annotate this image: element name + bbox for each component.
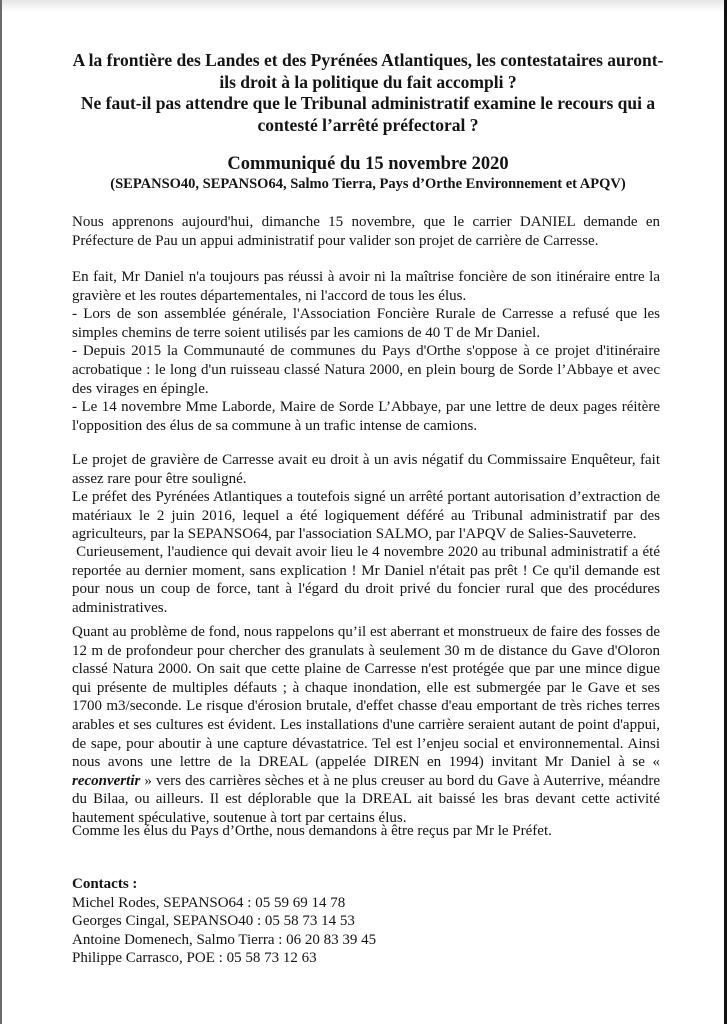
organizations-list: (SEPANSO40, SEPANSO64, Salmo Tierra, Pays d’Orthe Environnement et APQV) — [110, 176, 626, 192]
communique-date-heading: Communiqué du 15 novembre 2020 — [227, 154, 509, 174]
contact-entry: Antoine Domenech, Salmo Tierra : 06 20 83 39 45 — [72, 931, 377, 948]
paragraph-announcement — [72, 213, 660, 250]
paragraph-prefectoral-decree — [72, 451, 660, 544]
paragraph-text: Curieusement, l'audience qui devait avoir lieu le 4 novembre 2020 au tribunal administratif a été reportée au dernier moment, sans explication ! Mr Daniel n'était pas prêt ! Ce qu'il demande est pour nous un coup de force, tant à l'égard du droit privé du foncier rural que des procédures administratives. — [72, 544, 664, 616]
paragraph-environmental-risk — [72, 623, 660, 828]
contacts-section — [72, 875, 376, 968]
paragraph-text-part: » vers des carrières sèches et à ne plus creuser au bord du Gave à Auterrive, méandre du Bilaa, ou ailleurs. Il est déplorable que la DREAL ait baissé les bras devant cette activité hautement spéculative, soutenue à tort par certains élus. — [72, 772, 660, 826]
title-line: Ne faut-il pas attendre que le Tribunal administratif examine le recours qui a — [80, 93, 656, 113]
paragraph-text: Comme les élus du Pays d’Orthe, nous demandons à être reçus par Mr le Préfet. — [72, 823, 552, 839]
paragraph-request-meeting — [72, 822, 660, 841]
bullet-item: - Depuis 2015 la Communauté de communes du Pays d'Orthe s'oppose à ce projet d'itinéraire acrobatique : le long d'un ruisseau classé Natura 2000, en plein bourg de Sorde l’Abbaye et avec des virages en épingle. — [72, 343, 660, 397]
bullet-item: - Le 14 novembre Mme Laborde, Maire de Sorde L’Abbaye, par une lettre de deux pages réitère l'opposition des élus de sa commune à un trafic intense de camions. — [72, 399, 660, 434]
paragraph-text — [72, 623, 660, 828]
bullet-item: - Lors de son assemblée générale, l'Association Foncière Rurale de Carresse a refusé que les simples chemins de terre soient utilisés par les camions de 40 T de Mr Daniel. — [72, 306, 660, 341]
page-top-shadow — [2, 0, 724, 12]
paragraph-text: Nous apprenons aujourd'hui, dimanche 15 novembre, que le carrier DANIEL demande en Préfecture de Pau un appui administratif pour valider son projet de carrière de Carresse. — [72, 214, 660, 249]
paragraph-land-access — [72, 268, 660, 435]
contacts-heading: Contacts : — [72, 876, 138, 892]
emphasized-word: reconvertir — [72, 772, 141, 789]
document-header — [64, 50, 672, 193]
paragraph-intro: En fait, Mr Daniel n'a toujours pas réussi à avoir ni la maîtrise foncière de son itinéraire entre la gravière et les routes départementales, ni l'accord de tous les élus. — [72, 269, 660, 304]
contact-entry: Philippe Carrasco, POE : 05 58 73 12 63 — [72, 950, 317, 967]
paragraph-postponed-hearing — [72, 543, 664, 617]
title-line: contesté l’arrêté préfectoral ? — [257, 114, 479, 135]
title-line: A la frontière des Landes et des Pyrénées Atlantiques, les contestataires auront- — [72, 50, 664, 70]
paragraph-text-part: Quant au problème de fond, nous rappelons qu’il est aberrant et monstrueux de faire des fosses de 12 m de profondeur pour chercher des granulats à seulement 30 m de distance du Gave d'Oloron classé Natura 2000. On sait que cette plaine de Carresse n'est protégée que par une mince digue qui présente de multiples défauts ; à chaque inondation, elle est submergée par le Gave et ses 1700 m3/seconde. Le risque d'érosion brutale, d'effet chasse d'eau emportant de très riches terres arables et ses cultures est évident. Les installations d'une carrière seraient autant de point d'appui, de sape, pour aboutir à une capture dévastatrice. Tel est l’enjeu social et environnemental. Ainsi nous avons une lettre de la DREAL (appelée DIREN en 1994) invitant Mr Daniel à se « — [72, 624, 660, 771]
contact-entry: Michel Rodes, SEPANSO64 : 05 59 69 14 78 — [72, 894, 346, 911]
contact-entry: Georges Cingal, SEPANSO40 : 05 58 73 14 53 — [72, 913, 355, 930]
paragraph-sentence: Le projet de gravière de Carresse avait eu droit à un avis négatif du Commissaire Enquêteur, fait assez rare pour être souligné. — [72, 452, 660, 487]
title-line: ils droit à la politique du fait accompli ? — [219, 71, 517, 92]
paragraph-sentence: Le préfet des Pyrénées Atlantiques a toutefois signé un arrêté portant autorisation d’extraction de matériaux le 2 juin 2016, lequel a été logiquement déféré au Tribunal administratif par des agriculteurs, par la SEPANSO64, par l'association SALMO, par l'APQV de Salies-Sauveterre. — [72, 489, 660, 543]
